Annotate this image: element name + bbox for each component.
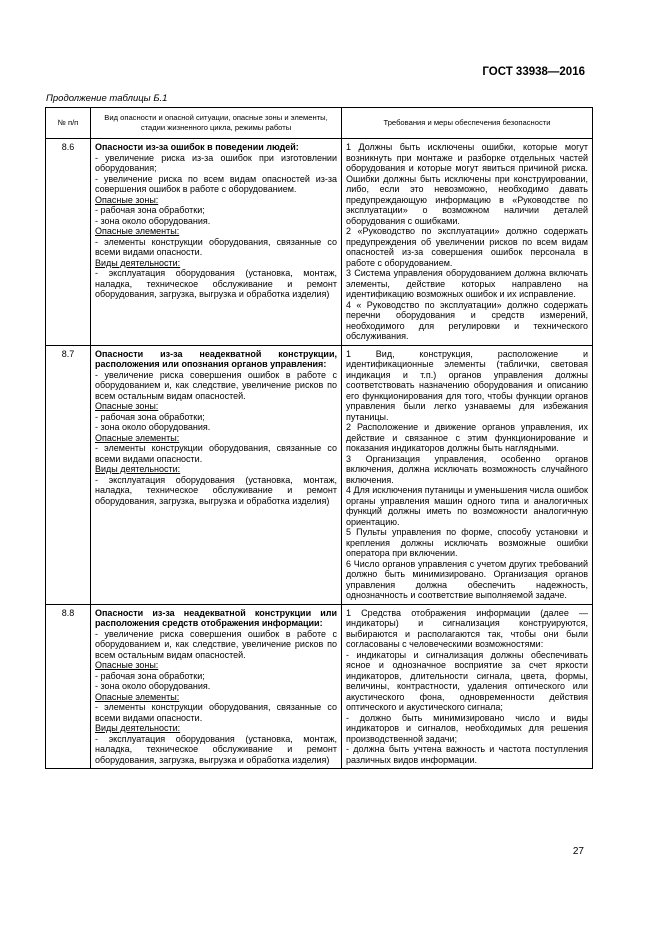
hazard-title: Опасности из-за ошибок в поведении людей: — [95, 142, 299, 152]
requirement-item: - должна быть учтена важность и частота поступления различных видов информации. — [346, 744, 588, 765]
hazard-item: - зона около оборудования. — [95, 422, 211, 432]
section-label: Виды деятельности: — [95, 464, 181, 474]
hazard-title: Опасности из-за неадекватной конструкции, расположения или опознания органов управления: — [95, 348, 337, 369]
document-code: ГОСТ 33938—2016 — [482, 66, 585, 78]
requirement-item: 1 Вид, конструкция, расположение и идентификационные элементы (таблички, световая индикация и т.п.) органов управления должны соответствовать назначению оборудования и описанию его функционирования для того, чтобы функции органов управления были легко узнаваемы для избежания путаницы. — [346, 348, 588, 422]
requirements — [342, 345, 593, 604]
requirement-item: - индикаторы и сигнализация должны обеспечивать ясное и однозначное восприятие за счет яркости индикаторов, длительности сигнала, цвета, формы, величины, контрастности, удаления оптического или акустического фона, одновременности действия оптического и акустического сигнала; — [346, 649, 588, 712]
hazard-description — [91, 604, 342, 769]
requirement-item: 5 Пульты управления по форме, способу установки и крепления должны исключать возможные ошибки оператора при включении. — [346, 527, 588, 558]
hazard-title: Опасности из-за неадекватной конструкции или расположения средств отображения информации: — [95, 607, 337, 628]
table-row — [46, 139, 593, 346]
requirements — [342, 139, 593, 346]
requirements — [342, 604, 593, 769]
header-requirements: Требования и меры обеспечения безопасности — [342, 108, 593, 139]
page-number: 27 — [572, 846, 584, 857]
requirement-item: 4 « Руководство по эксплуатации» должно содержать перечни оборудования и средств измерений, необходимого для регулировки и технического обслуживания. — [346, 299, 588, 341]
row-number: 8.6 — [46, 139, 91, 346]
hazard-item: - элементы конструкции оборудования, связанные со всеми видами опасности. — [95, 443, 337, 464]
requirement-item: 2 «Руководство по эксплуатации» должно содержать предупреждения об увеличении рисков по всем видам опасностей из-за совершения ошибок персонала в работе с оборудованием. — [346, 226, 588, 268]
table-row — [46, 345, 593, 604]
section-label: Опасные элементы: — [95, 691, 180, 702]
hazard-description — [91, 345, 342, 604]
hazard-item: - увеличение риска совершения ошибок в работе с оборудованием и, как следствие, увеличение рисков по всем остальным видам опасностей. — [95, 369, 337, 401]
hazard-item: - рабочая зона обработки; — [95, 670, 205, 681]
hazard-item: - рабочая зона обработки; — [95, 205, 205, 215]
table-caption: Продолжение таблицы Б.1 — [46, 93, 168, 104]
row-number: 8.7 — [46, 345, 91, 604]
section-label: Опасные элементы: — [95, 226, 180, 236]
section-label: Опасные зоны: — [95, 401, 159, 411]
table-row — [46, 604, 593, 769]
requirement-item: 1 Должны быть исключены ошибки, которые могут возникнуть при монтаже и разборке отдельных частей оборудования и которые могут явиться причиной риска. Ошибки должны быть исключены при конструировании, либо, если это невозможно, необходимо давать предупреждающую информацию в «Руководстве по эксплуатации» о возможном наличии деталей оборудования с ошибками. — [346, 142, 588, 226]
requirement-item: 1 Средства отображения информации (далее — индикаторы) и сигнализация конструируются, выбираются и располагаются так, чтобы они были согласованы с человеческими возможностями: — [346, 607, 588, 649]
requirement-item: 6 Число органов управления с учетом других требований должно быть минимизировано. Организация органов управления должна обеспечить надежность, однозначность и соответствие выполняемой задаче. — [346, 558, 588, 600]
hazard-item: - зона около оборудования. — [95, 681, 211, 691]
hazard-item: - увеличение риска по всем видам опасностей из-за совершения ошибок в работе с оборудованием. — [95, 173, 337, 194]
section-label: Опасные зоны: — [95, 660, 159, 670]
hazard-item: - увеличение риска из-за ошибок при изготовлении оборудования; — [95, 152, 337, 173]
hazard-item: - элементы конструкции оборудования, связанные со всеми видами опасности. — [95, 702, 337, 723]
requirement-item: 4 Для исключения путаницы и уменьшения числа ошибок органы управления машин одного типа и аналогичных функций должны иметь по возможности аналогичную ориентацию. — [346, 485, 588, 527]
requirement-item: - должно быть минимизировано число и виды индикаторов и сигналов, необходимых для решения производственной задачи; — [346, 712, 588, 744]
hazard-item: - рабочая зона обработки; — [95, 411, 205, 422]
hazard-item: - элементы конструкции оборудования, связанные со всеми видами опасности. — [95, 236, 337, 257]
section-label: Опасные зоны: — [95, 194, 159, 205]
hazard-item: - эксплуатация оборудования (установка, монтаж, наладка, техническое обслуживание и ремонт оборудования, загрузка, выгрузка и обработка изделия) — [95, 733, 337, 765]
requirement-item: 3 Организация управления, особенно органов включения, должна исключать возможность случайного включения. — [346, 453, 588, 485]
row-number: 8.8 — [46, 604, 91, 769]
section-label: Опасные элементы: — [95, 432, 180, 443]
requirement-item: 2 Расположение и движение органов управления, их действие и связанное с этим функционирование и показания индикаторов должны быть наглядными. — [346, 422, 588, 453]
hazard-item: - эксплуатация оборудования (установка, монтаж, наладка, техническое обслуживание и ремонт оборудования, загрузка, выгрузка и обработка изделия) — [95, 474, 337, 506]
hazard-item: - эксплуатация оборудования (установка, монтаж, наладка, техническое обслуживание и ремонт оборудования, загрузка, выгрузка и обработка изделия) — [95, 268, 337, 299]
section-label: Виды деятельности: — [95, 257, 181, 268]
hazard-description — [91, 139, 342, 346]
hazard-item: - увеличение риска совершения ошибок в работе с оборудованием и, как следствие, увеличение рисков по всем остальным видам опасностей. — [95, 628, 337, 660]
safety-requirements-table — [45, 107, 593, 769]
requirement-item: 3 Система управления оборудованием должна включать элементы, действие которых направлено на идентификацию возможных ошибок и их исправление. — [346, 268, 588, 299]
section-label: Виды деятельности: — [95, 723, 181, 733]
header-hazard: Вид опасности и опасной ситуации, опасные зоны и элементы, стадии жизненного цикла, режимы работы — [91, 108, 342, 139]
table-header-row — [46, 108, 593, 139]
hazard-item: - зона около оборудования. — [95, 215, 211, 226]
header-number: № п/п — [46, 108, 91, 139]
